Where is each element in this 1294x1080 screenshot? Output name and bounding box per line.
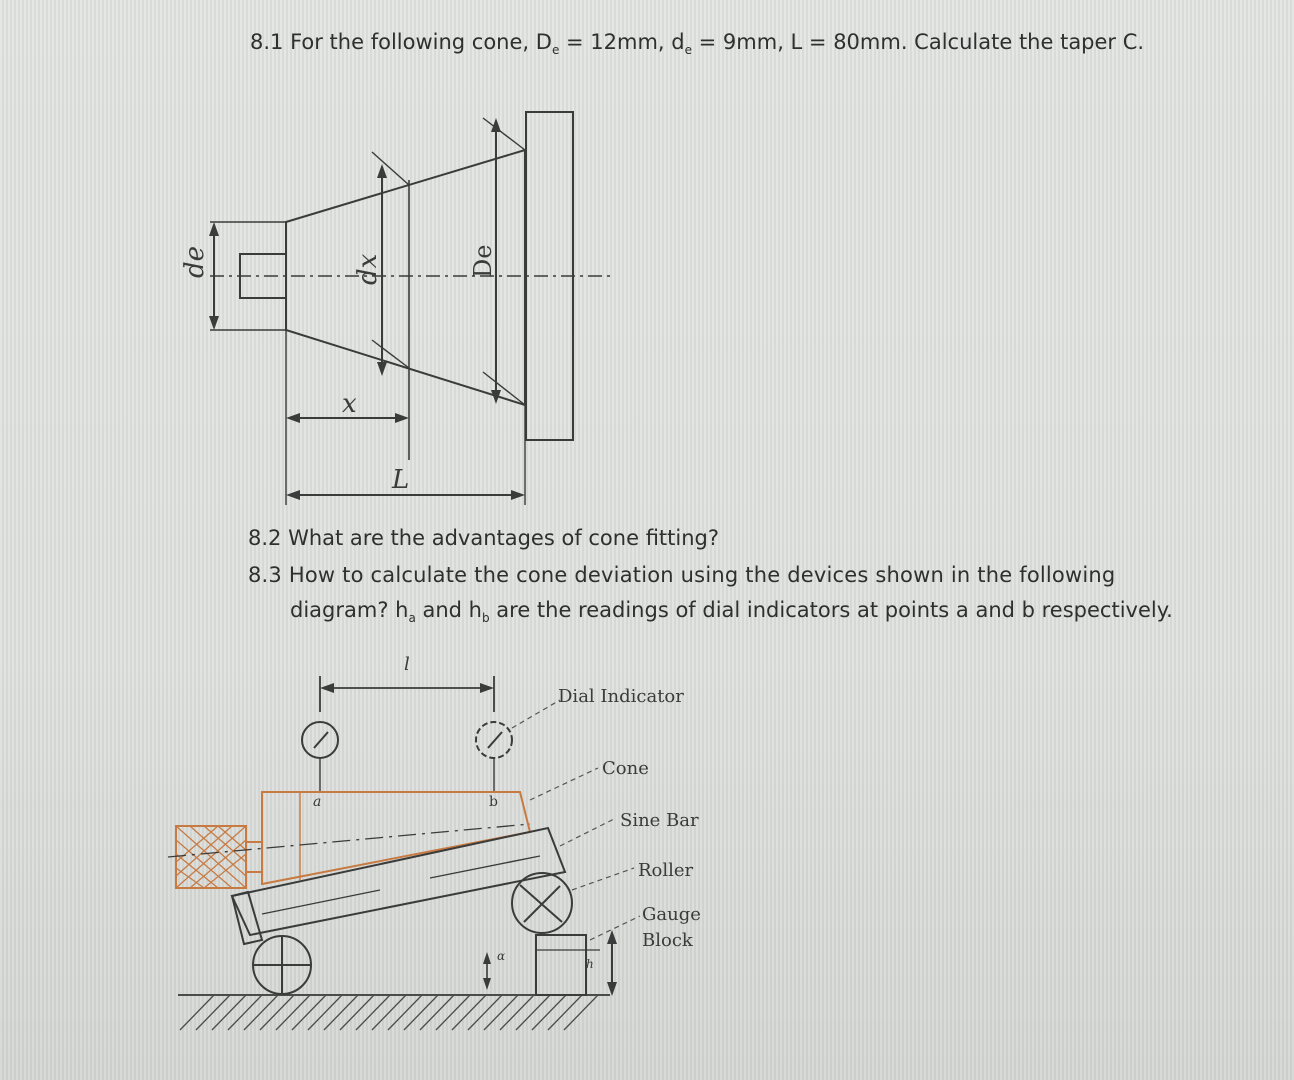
label-sine-bar: Sine Bar [620, 810, 699, 831]
gauge-block [536, 935, 612, 995]
question-8-1: 8.1 For the following cone, $D_e = 12mm$, $d_e = 9mm$, L = 80mm. Calculate the taper C. [250, 30, 1145, 58]
question-8-3-line2: diagram? $h_a$ and $h_b$ are the readings of dial indicators at points a and b respectively. [290, 598, 1173, 626]
label-cone: Cone [602, 758, 649, 779]
label-roller: Roller [638, 860, 694, 881]
label-a: a [313, 794, 322, 810]
label-L: L [392, 465, 410, 495]
ground-hatch [178, 995, 610, 1030]
question-8-2: 8.2 What are the advantages of cone fitting? [248, 526, 720, 550]
label-alpha: α [497, 949, 506, 963]
label-De: De [469, 244, 497, 278]
label-block: Block [642, 930, 693, 951]
question-8-3-line1: 8.3 How to calculate the cone deviation using the devices shown in the following [248, 563, 1116, 587]
label-gauge: Gauge [642, 904, 701, 925]
label-dial-indicator: Dial Indicator [558, 686, 684, 707]
label-b: b [489, 794, 498, 810]
label-x: x [342, 389, 357, 419]
label-dx: dx [353, 253, 383, 285]
label-de: de [180, 245, 210, 278]
label-l: l [404, 654, 410, 675]
sine-bar [232, 828, 565, 944]
label-h: h [586, 957, 594, 971]
cone-part [176, 792, 530, 888]
